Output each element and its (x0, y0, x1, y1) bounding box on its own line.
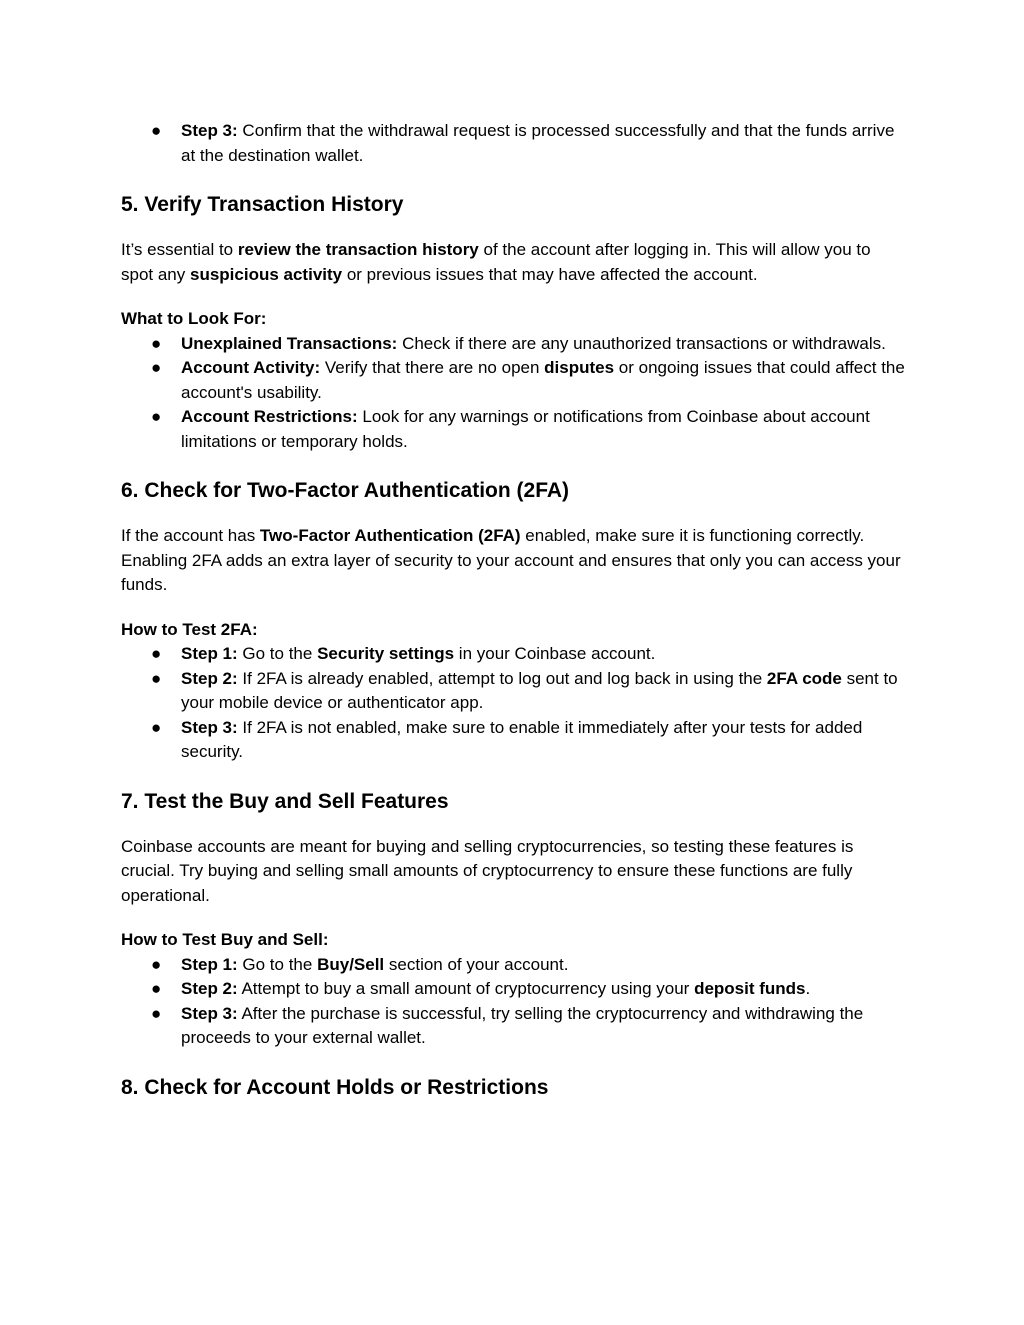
list-item-text: Go to the (237, 954, 318, 974)
intro-step-list (121, 119, 906, 168)
list-item-label: Account Activity: (181, 358, 321, 377)
list-item (121, 405, 906, 454)
list-item-text: If 2FA is already enabled, attempt to log out and log back in using the (237, 668, 767, 688)
section-7-paragraph: Coinbase accounts are meant for buying and selling cryptocurrencies, so testing these features is crucial. Try buying and selling small amounts of cryptocurrency to ensure these functions are fully operational. (121, 836, 854, 905)
list-item-label: Step 2: (181, 668, 238, 688)
section-5-paragraph (121, 238, 906, 287)
list-item-text: Check if there are any unauthorized transactions or withdrawals. (397, 333, 886, 353)
bullet-icon: ● (151, 1003, 162, 1023)
list-item-text: Look for any warnings or notifications from Coinbase about account limitations or temporary holds. (181, 407, 870, 451)
paragraph-text: If the account has (121, 526, 260, 545)
bullet-icon: ● (151, 644, 162, 663)
list-item-bold-text: disputes (544, 358, 615, 377)
bullet-icon: ● (151, 954, 162, 974)
paragraph-text: or previous issues that may have affected the account. (342, 264, 758, 284)
list-item-bold-text: Security settings (317, 644, 455, 663)
list-item (121, 977, 906, 1002)
list-item (121, 1002, 906, 1051)
bullet-icon: ● (151, 407, 162, 426)
section-6-heading: 6. Check for Two-Factor Authentication (2FA) (121, 479, 570, 502)
document-content (121, 119, 906, 1101)
list-item-label: Step 1: (181, 954, 238, 974)
paragraph-bold-text: review the transaction history (237, 240, 479, 259)
section-7-heading: 7. Test the Buy and Sell Features (121, 789, 449, 813)
list-item-label: Step 3: (181, 1003, 238, 1023)
list-item-text: or ongoing issues that could affect the account's usability. (181, 358, 905, 402)
list-item-text: Go to the (237, 644, 318, 663)
list-item-text: sent to your mobile device or authenticator app. (181, 668, 898, 712)
bullet-icon: ● (151, 717, 162, 737)
list-item-label: Step 2: (181, 979, 238, 998)
section-7-subheading: How to Test Buy and Sell: (121, 930, 329, 949)
list-item (121, 332, 906, 357)
list-item-label: Unexplained Transactions: (181, 333, 398, 353)
paragraph-text: It’s essential to (121, 240, 238, 259)
list-item-bold-text: Buy/Sell (317, 954, 385, 974)
section-5-list (121, 332, 906, 455)
list-item-bold-text: 2FA code (766, 668, 842, 688)
paragraph-text: of the account after logging in. This will allow you to spot any (121, 240, 871, 284)
paragraph-text: enabled, make sure it is functioning correctly. Enabling 2FA adds an extra layer of security to your account and ensures that only you can access your funds. (121, 526, 901, 594)
list-item (121, 642, 906, 667)
list-item-bold-text: deposit funds (694, 979, 806, 998)
bullet-icon: ● (151, 333, 162, 353)
section-6-subheading: How to Test 2FA: (121, 619, 258, 639)
section-7-list (121, 953, 906, 1051)
section-8-heading: 8. Check for Account Holds or Restrictions (121, 1075, 549, 1099)
list-item-text: Attempt to buy a small amount of cryptocurrency using your (237, 979, 695, 998)
bullet-icon: ● (151, 121, 162, 140)
paragraph-bold-text: Two-Factor Authentication (2FA) (259, 526, 521, 545)
list-item (121, 953, 906, 978)
list-item-text: in your Coinbase account. (454, 644, 656, 663)
list-item (121, 667, 906, 716)
list-item-label: Step 3: (181, 121, 238, 140)
bullet-icon: ● (151, 668, 162, 688)
section-6-list (121, 642, 906, 765)
list-item-text: . (805, 979, 811, 998)
list-item-text: After the purchase is successful, try selling the cryptocurrency and withdrawing the proceeds to your external wallet. (181, 1003, 864, 1047)
list-item (121, 119, 906, 168)
bullet-icon: ● (151, 358, 162, 377)
paragraph-bold-text: suspicious activity (190, 264, 343, 284)
list-item-label: Step 1: (181, 644, 238, 663)
list-item-text: If 2FA is not enabled, make sure to enable it immediately after your tests for added security. (181, 717, 863, 761)
list-item-label: Account Restrictions: (181, 407, 358, 426)
list-item-text: section of your account. (384, 954, 569, 974)
list-item-text: Verify that there are no open (320, 358, 545, 377)
section-5-heading: 5. Verify Transaction History (121, 193, 404, 216)
list-item-text: Confirm that the withdrawal request is processed successfully and that the funds arrive at the destination wallet. (181, 121, 895, 165)
list-item (121, 716, 906, 765)
section-6-paragraph (121, 524, 906, 598)
section-5-subheading: What to Look For: (121, 309, 267, 328)
list-item-label: Step 3: (181, 717, 238, 737)
list-item (121, 356, 906, 405)
bullet-icon: ● (151, 979, 162, 998)
